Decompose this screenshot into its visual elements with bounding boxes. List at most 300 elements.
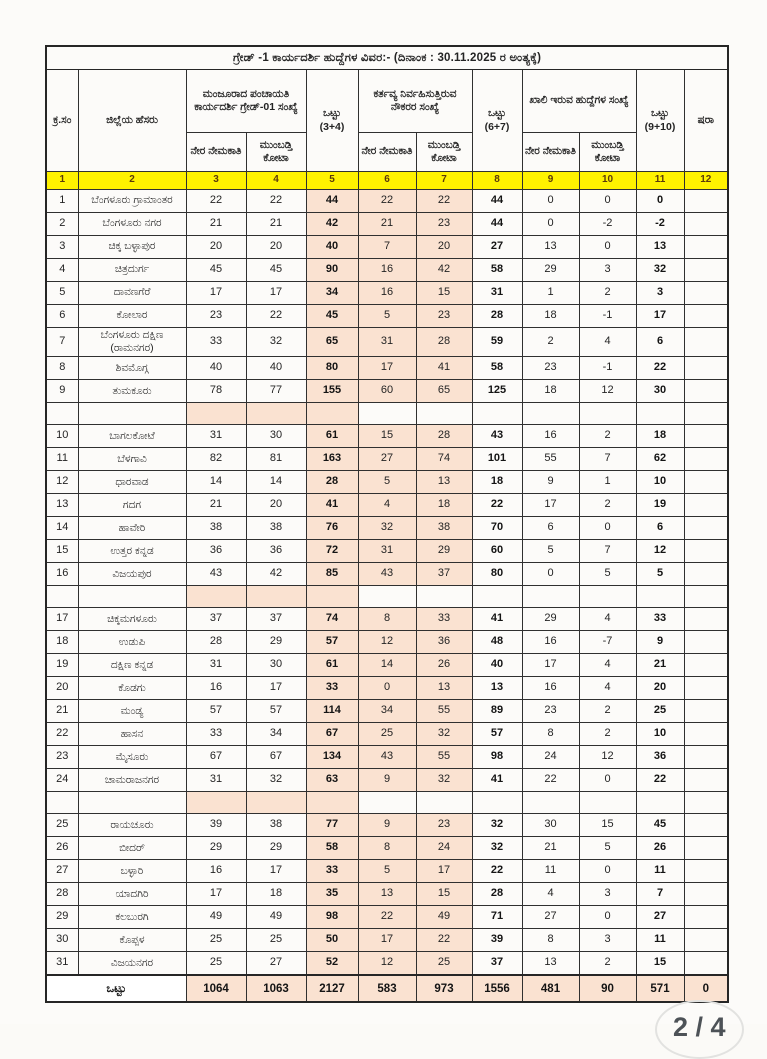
value-cell: 13 bbox=[358, 883, 416, 906]
district-row bbox=[46, 700, 728, 723]
district-name-cell: ಬೆಂಗಳೂರು ಗ್ರಾಮಾಂತರ bbox=[78, 190, 186, 213]
value-cell: 52 bbox=[306, 952, 358, 976]
value-cell: 7 bbox=[579, 448, 636, 471]
value-cell: 90 bbox=[306, 259, 358, 282]
value-cell: 18 bbox=[472, 471, 522, 494]
value-cell: 0 bbox=[522, 213, 579, 236]
sl-no-cell: 29 bbox=[46, 906, 78, 929]
value-cell: 44 bbox=[472, 213, 522, 236]
value-cell: 2 bbox=[522, 328, 579, 357]
value-cell: 29 bbox=[416, 540, 472, 563]
value-cell: 14 bbox=[358, 654, 416, 677]
value-cell: 5 bbox=[579, 563, 636, 586]
spacer-cell bbox=[306, 586, 358, 608]
spacer-cell bbox=[46, 403, 78, 425]
district-row bbox=[46, 236, 728, 259]
total-remarks-cell: 0 bbox=[684, 975, 728, 1002]
district-name-cell: ಕೋಲಾರ bbox=[78, 305, 186, 328]
value-cell: 31 bbox=[358, 328, 416, 357]
spacer-cell bbox=[684, 792, 728, 814]
district-row bbox=[46, 608, 728, 631]
spacer-cell bbox=[636, 586, 684, 608]
value-cell: 40 bbox=[472, 654, 522, 677]
column-number-cell: 8 bbox=[472, 172, 522, 190]
sl-no-cell: 8 bbox=[46, 357, 78, 380]
value-cell: 60 bbox=[472, 540, 522, 563]
value-cell: 25 bbox=[636, 700, 684, 723]
value-cell: 32 bbox=[636, 259, 684, 282]
district-row bbox=[46, 769, 728, 792]
district-name-cell: ಮೈಸೂರು bbox=[78, 746, 186, 769]
district-row bbox=[46, 929, 728, 952]
remarks-cell bbox=[684, 746, 728, 769]
value-cell: 74 bbox=[306, 608, 358, 631]
value-cell: 22 bbox=[416, 929, 472, 952]
value-cell: 22 bbox=[472, 494, 522, 517]
value-cell: 37 bbox=[416, 563, 472, 586]
sl-no-cell: 5 bbox=[46, 282, 78, 305]
total-value-cell: 90 bbox=[579, 975, 636, 1002]
value-cell: 17 bbox=[186, 883, 246, 906]
spacer-cell bbox=[246, 403, 306, 425]
value-cell: 77 bbox=[306, 814, 358, 837]
value-cell: 16 bbox=[522, 677, 579, 700]
district-row bbox=[46, 471, 728, 494]
remarks-cell bbox=[684, 213, 728, 236]
district-row bbox=[46, 190, 728, 213]
value-cell: 0 bbox=[579, 236, 636, 259]
value-cell: 12 bbox=[358, 952, 416, 976]
spacer-cell bbox=[46, 586, 78, 608]
remarks-cell bbox=[684, 860, 728, 883]
sl-no-cell: 17 bbox=[46, 608, 78, 631]
sl-no-cell: 7 bbox=[46, 328, 78, 357]
remarks-cell bbox=[684, 906, 728, 929]
value-cell: 89 bbox=[472, 700, 522, 723]
column-number-row bbox=[46, 172, 728, 190]
remarks-cell bbox=[684, 700, 728, 723]
value-cell: 28 bbox=[306, 471, 358, 494]
value-cell: 3 bbox=[579, 929, 636, 952]
sl-no-cell: 11 bbox=[46, 448, 78, 471]
district-name-cell: ಶಿವಮೊಗ್ಗ bbox=[78, 357, 186, 380]
column-number-cell: 3 bbox=[186, 172, 246, 190]
value-cell: 17 bbox=[522, 494, 579, 517]
value-cell: 16 bbox=[358, 259, 416, 282]
header-total-6-7 bbox=[472, 70, 522, 172]
value-cell: 21 bbox=[522, 837, 579, 860]
value-cell: 38 bbox=[246, 517, 306, 540]
value-cell: 27 bbox=[636, 906, 684, 929]
value-cell: 16 bbox=[522, 425, 579, 448]
value-cell: 74 bbox=[416, 448, 472, 471]
value-cell: 32 bbox=[358, 517, 416, 540]
value-cell: 71 bbox=[472, 906, 522, 929]
value-cell: 58 bbox=[472, 259, 522, 282]
spacer-cell bbox=[358, 403, 416, 425]
value-cell: 40 bbox=[186, 357, 246, 380]
district-row bbox=[46, 631, 728, 654]
district-name-cell: ಕಲಬುರಗಿ bbox=[78, 906, 186, 929]
remarks-cell bbox=[684, 837, 728, 860]
value-cell: 59 bbox=[472, 328, 522, 357]
value-cell: 5 bbox=[636, 563, 684, 586]
header-total-9-10 bbox=[636, 70, 684, 172]
value-cell: 36 bbox=[416, 631, 472, 654]
district-name-cell: ಮಂಡ್ಯ bbox=[78, 700, 186, 723]
value-cell: 1 bbox=[522, 282, 579, 305]
value-cell: 23 bbox=[416, 814, 472, 837]
value-cell: 8 bbox=[522, 929, 579, 952]
value-cell: 15 bbox=[416, 883, 472, 906]
value-cell: 25 bbox=[358, 723, 416, 746]
value-cell: 42 bbox=[246, 563, 306, 586]
value-cell: 12 bbox=[636, 540, 684, 563]
district-row bbox=[46, 448, 728, 471]
value-cell: 23 bbox=[522, 700, 579, 723]
column-number-cell: 4 bbox=[246, 172, 306, 190]
value-cell: 18 bbox=[522, 380, 579, 403]
remarks-cell bbox=[684, 540, 728, 563]
district-row bbox=[46, 746, 728, 769]
total-value-cell: 1063 bbox=[246, 975, 306, 1002]
district-name-cell: ಕೊಡಗು bbox=[78, 677, 186, 700]
district-name-cell: ವಿಜಯನಗರ bbox=[78, 952, 186, 976]
value-cell: 15 bbox=[358, 425, 416, 448]
value-cell: 31 bbox=[358, 540, 416, 563]
remarks-cell bbox=[684, 608, 728, 631]
total-row bbox=[46, 975, 728, 1002]
value-cell: 39 bbox=[472, 929, 522, 952]
value-cell: 5 bbox=[579, 837, 636, 860]
district-name-cell: ಧಾರವಾಡ bbox=[78, 471, 186, 494]
district-name-cell: ಬೆಂಗಳೂರು ದಕ್ಷಿಣ (ರಾಮನಗರ) bbox=[78, 328, 186, 357]
table-title: ಗ್ರೇಡ್ -1 ಕಾರ್ಯದರ್ಶಿ ಹುದ್ದೆಗಳ ವಿವರ:- (ದಿನಾಂಕ : 30.11.2025 ರ ಅಂತ್ಯಕ್ಕೆ) bbox=[46, 46, 728, 70]
spacer-cell bbox=[186, 792, 246, 814]
spacer-row bbox=[46, 403, 728, 425]
header-sanctioned-group: ಮಂಜೂರಾದ ಪಂಚಾಯತಿ ಕಾರ್ಯದರ್ಶಿ ಗ್ರೇಡ್-01 ಸಂಖ್ಯೆ bbox=[186, 70, 306, 133]
value-cell: 22 bbox=[636, 769, 684, 792]
value-cell: 44 bbox=[472, 190, 522, 213]
value-cell: 21 bbox=[186, 213, 246, 236]
district-name-cell: ಚಿಕ್ಕಮಗಳೂರು bbox=[78, 608, 186, 631]
value-cell: 13 bbox=[472, 677, 522, 700]
value-cell: 114 bbox=[306, 700, 358, 723]
column-number-cell: 12 bbox=[684, 172, 728, 190]
sl-no-cell: 20 bbox=[46, 677, 78, 700]
value-cell: 41 bbox=[472, 769, 522, 792]
value-cell: 28 bbox=[472, 883, 522, 906]
value-cell: 16 bbox=[186, 860, 246, 883]
value-cell: -7 bbox=[579, 631, 636, 654]
total-label-cell: ಒಟ್ಟು bbox=[46, 975, 186, 1002]
district-name-cell: ಚಿತ್ರದುರ್ಗ bbox=[78, 259, 186, 282]
value-cell: 17 bbox=[522, 654, 579, 677]
value-cell: 21 bbox=[186, 494, 246, 517]
value-cell: 4 bbox=[522, 883, 579, 906]
spacer-cell bbox=[416, 403, 472, 425]
value-cell: 14 bbox=[246, 471, 306, 494]
district-name-cell: ಯಾದಗಿರಿ bbox=[78, 883, 186, 906]
sl-no-cell: 25 bbox=[46, 814, 78, 837]
value-cell: 49 bbox=[186, 906, 246, 929]
value-cell: 65 bbox=[416, 380, 472, 403]
value-cell: 5 bbox=[358, 471, 416, 494]
value-cell: 44 bbox=[306, 190, 358, 213]
district-row bbox=[46, 540, 728, 563]
value-cell: 55 bbox=[416, 746, 472, 769]
value-cell: 13 bbox=[416, 677, 472, 700]
district-name-cell: ಬಳ್ಳಾರಿ bbox=[78, 860, 186, 883]
value-cell: 13 bbox=[416, 471, 472, 494]
header-working-group: ಕರ್ತವ್ಯ ನಿರ್ವಹಿಸುತ್ತಿರುವ ನೌಕರರ ಸಂಖ್ಯೆ bbox=[358, 70, 472, 133]
district-name-cell: ಉತ್ತರ ಕನ್ನಡ bbox=[78, 540, 186, 563]
value-cell: 28 bbox=[472, 305, 522, 328]
value-cell: 2 bbox=[579, 282, 636, 305]
value-cell: 8 bbox=[522, 723, 579, 746]
value-cell: 37 bbox=[472, 952, 522, 976]
total-value-cell: 2127 bbox=[306, 975, 358, 1002]
spacer-cell bbox=[579, 792, 636, 814]
value-cell: 23 bbox=[416, 213, 472, 236]
value-cell: 31 bbox=[186, 425, 246, 448]
header-direct-recruit-1: ನೇರ ನೇಮಕಾತಿ bbox=[186, 133, 246, 172]
district-row bbox=[46, 425, 728, 448]
district-name-cell: ಹಾವೇರಿ bbox=[78, 517, 186, 540]
spacer-cell bbox=[78, 792, 186, 814]
value-cell: 61 bbox=[306, 425, 358, 448]
header-promotion-quota-1: ಮುಂಬಡ್ತಿ ಕೋಟಾ bbox=[246, 133, 306, 172]
value-cell: 81 bbox=[246, 448, 306, 471]
value-cell: 27 bbox=[522, 906, 579, 929]
remarks-cell bbox=[684, 448, 728, 471]
total-sub-9-10: (9+10) bbox=[644, 120, 676, 133]
header-direct-recruit-2: ನೇರ ನೇಮಕಾತಿ bbox=[358, 133, 416, 172]
remarks-cell bbox=[684, 357, 728, 380]
value-cell: 78 bbox=[186, 380, 246, 403]
value-cell: 27 bbox=[246, 952, 306, 976]
total-sub-3-4: (3+4) bbox=[319, 120, 345, 133]
value-cell: 0 bbox=[579, 517, 636, 540]
column-number-cell: 6 bbox=[358, 172, 416, 190]
total-value-cell: 583 bbox=[358, 975, 416, 1002]
value-cell: 26 bbox=[636, 837, 684, 860]
district-name-cell: ಬೀದರ್ bbox=[78, 837, 186, 860]
value-cell: 60 bbox=[358, 380, 416, 403]
value-cell: 43 bbox=[358, 563, 416, 586]
value-cell: 19 bbox=[636, 494, 684, 517]
value-cell: 26 bbox=[416, 654, 472, 677]
value-cell: 163 bbox=[306, 448, 358, 471]
value-cell: 18 bbox=[636, 425, 684, 448]
district-name-cell: ಬಾಗಲಕೋಟೆ bbox=[78, 425, 186, 448]
value-cell: 4 bbox=[579, 328, 636, 357]
remarks-cell bbox=[684, 769, 728, 792]
value-cell: 33 bbox=[636, 608, 684, 631]
value-cell: 11 bbox=[636, 929, 684, 952]
value-cell: 20 bbox=[186, 236, 246, 259]
value-cell: 62 bbox=[636, 448, 684, 471]
value-cell: 34 bbox=[246, 723, 306, 746]
value-cell: 72 bbox=[306, 540, 358, 563]
value-cell: 12 bbox=[579, 746, 636, 769]
value-cell: 5 bbox=[358, 305, 416, 328]
spacer-cell bbox=[472, 403, 522, 425]
value-cell: 58 bbox=[472, 357, 522, 380]
value-cell: 32 bbox=[246, 769, 306, 792]
spacer-cell bbox=[306, 403, 358, 425]
value-cell: 49 bbox=[246, 906, 306, 929]
district-name-cell: ಉಡುಪಿ bbox=[78, 631, 186, 654]
value-cell: 21 bbox=[358, 213, 416, 236]
value-cell: 20 bbox=[636, 677, 684, 700]
value-cell: 29 bbox=[522, 608, 579, 631]
value-cell: 30 bbox=[246, 654, 306, 677]
remarks-cell bbox=[684, 305, 728, 328]
district-row bbox=[46, 305, 728, 328]
column-number-cell: 11 bbox=[636, 172, 684, 190]
value-cell: 7 bbox=[636, 883, 684, 906]
value-cell: 6 bbox=[522, 517, 579, 540]
value-cell: 18 bbox=[522, 305, 579, 328]
district-row bbox=[46, 517, 728, 540]
sl-no-cell: 24 bbox=[46, 769, 78, 792]
total-value-cell: 571 bbox=[636, 975, 684, 1002]
value-cell: 33 bbox=[306, 677, 358, 700]
value-cell: 25 bbox=[416, 952, 472, 976]
district-row bbox=[46, 282, 728, 305]
value-cell: 11 bbox=[636, 860, 684, 883]
sl-no-cell: 23 bbox=[46, 746, 78, 769]
spacer-cell bbox=[306, 792, 358, 814]
district-row bbox=[46, 259, 728, 282]
district-name-cell: ದಕ್ಷಿಣ ಕನ್ನಡ bbox=[78, 654, 186, 677]
value-cell: 57 bbox=[472, 723, 522, 746]
remarks-cell bbox=[684, 723, 728, 746]
header-vacant-group: ಖಾಲಿ ಇರುವ ಹುದ್ದೆಗಳ ಸಂಖ್ಯೆ bbox=[522, 70, 636, 133]
value-cell: 27 bbox=[472, 236, 522, 259]
value-cell: 50 bbox=[306, 929, 358, 952]
value-cell: 21 bbox=[246, 213, 306, 236]
value-cell: 58 bbox=[306, 837, 358, 860]
value-cell: 4 bbox=[579, 677, 636, 700]
value-cell: 32 bbox=[472, 814, 522, 837]
district-name-cell: ದಾವಣಗೆರೆ bbox=[78, 282, 186, 305]
value-cell: 2 bbox=[579, 723, 636, 746]
sl-no-cell: 9 bbox=[46, 380, 78, 403]
value-cell: 2 bbox=[579, 425, 636, 448]
value-cell: 33 bbox=[416, 608, 472, 631]
value-cell: 32 bbox=[472, 837, 522, 860]
value-cell: 17 bbox=[246, 677, 306, 700]
value-cell: 40 bbox=[306, 236, 358, 259]
value-cell: 55 bbox=[416, 700, 472, 723]
page-indicator: 2 / 4 bbox=[655, 1000, 744, 1059]
title-row bbox=[46, 46, 728, 70]
value-cell: 4 bbox=[358, 494, 416, 517]
value-cell: 17 bbox=[636, 305, 684, 328]
sl-no-cell: 16 bbox=[46, 563, 78, 586]
spacer-cell bbox=[416, 586, 472, 608]
remarks-cell bbox=[684, 425, 728, 448]
total-sub-6-7: (6+7) bbox=[484, 120, 510, 133]
value-cell: 25 bbox=[246, 929, 306, 952]
value-cell: 39 bbox=[186, 814, 246, 837]
value-cell: 82 bbox=[186, 448, 246, 471]
value-cell: 22 bbox=[522, 769, 579, 792]
value-cell: 34 bbox=[358, 700, 416, 723]
spacer-cell bbox=[78, 586, 186, 608]
value-cell: 57 bbox=[306, 631, 358, 654]
value-cell: 70 bbox=[472, 517, 522, 540]
spacer-cell bbox=[472, 586, 522, 608]
value-cell: 12 bbox=[579, 380, 636, 403]
value-cell: 31 bbox=[186, 654, 246, 677]
remarks-cell bbox=[684, 471, 728, 494]
value-cell: 20 bbox=[246, 236, 306, 259]
value-cell: 38 bbox=[246, 814, 306, 837]
total-value-cell: 973 bbox=[416, 975, 472, 1002]
sl-no-cell: 1 bbox=[46, 190, 78, 213]
spacer-cell bbox=[636, 792, 684, 814]
value-cell: 15 bbox=[636, 952, 684, 976]
value-cell: 16 bbox=[186, 677, 246, 700]
sl-no-cell: 15 bbox=[46, 540, 78, 563]
total-label: ಒಟ್ಟು bbox=[650, 107, 669, 120]
value-cell: 29 bbox=[246, 631, 306, 654]
value-cell: 0 bbox=[522, 190, 579, 213]
value-cell: 14 bbox=[186, 471, 246, 494]
value-cell: 33 bbox=[186, 328, 246, 357]
value-cell: 0 bbox=[636, 190, 684, 213]
value-cell: 4 bbox=[579, 654, 636, 677]
remarks-cell bbox=[684, 677, 728, 700]
value-cell: 35 bbox=[306, 883, 358, 906]
value-cell: 33 bbox=[306, 860, 358, 883]
remarks-cell bbox=[684, 236, 728, 259]
value-cell: 36 bbox=[636, 746, 684, 769]
value-cell: 45 bbox=[246, 259, 306, 282]
value-cell: 18 bbox=[416, 494, 472, 517]
value-cell: 45 bbox=[306, 305, 358, 328]
remarks-cell bbox=[684, 282, 728, 305]
total-value-cell: 1556 bbox=[472, 975, 522, 1002]
value-cell: 13 bbox=[522, 236, 579, 259]
value-cell: 38 bbox=[186, 517, 246, 540]
value-cell: 5 bbox=[358, 860, 416, 883]
district-row bbox=[46, 494, 728, 517]
spacer-cell bbox=[246, 792, 306, 814]
remarks-cell bbox=[684, 517, 728, 540]
remarks-cell bbox=[684, 563, 728, 586]
value-cell: 49 bbox=[416, 906, 472, 929]
value-cell: 0 bbox=[358, 677, 416, 700]
column-number-cell: 5 bbox=[306, 172, 358, 190]
spacer-cell bbox=[358, 586, 416, 608]
district-row bbox=[46, 883, 728, 906]
spacer-cell bbox=[186, 403, 246, 425]
value-cell: 37 bbox=[246, 608, 306, 631]
header-remarks: ಷರಾ bbox=[684, 70, 728, 172]
district-row bbox=[46, 563, 728, 586]
value-cell: 17 bbox=[358, 357, 416, 380]
value-cell: 80 bbox=[472, 563, 522, 586]
value-cell: 22 bbox=[636, 357, 684, 380]
value-cell: 23 bbox=[522, 357, 579, 380]
grade1-secretary-posts-table bbox=[45, 45, 729, 1003]
value-cell: 8 bbox=[358, 608, 416, 631]
value-cell: 13 bbox=[522, 952, 579, 976]
